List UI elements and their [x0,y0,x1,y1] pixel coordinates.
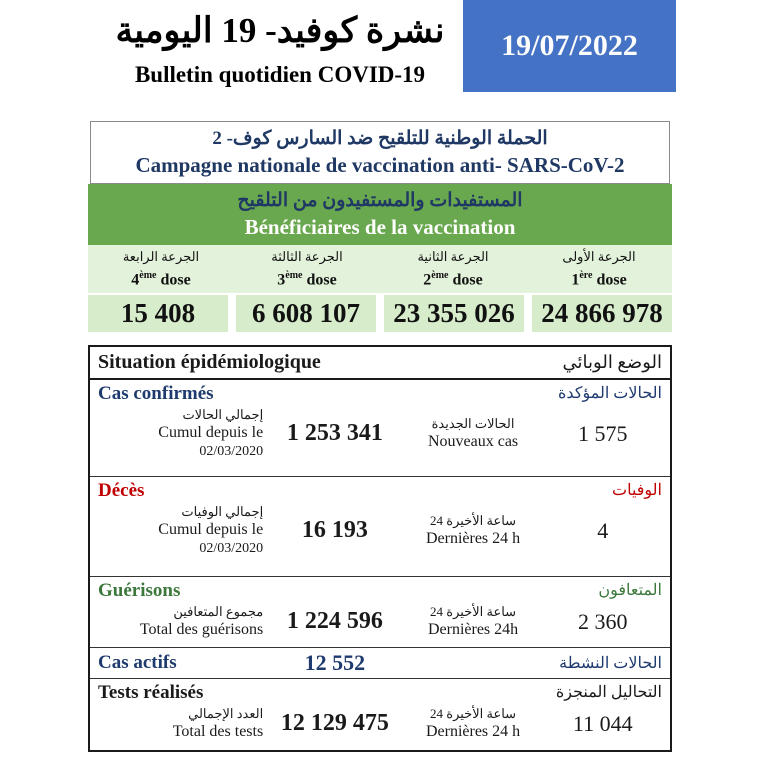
vaccination-campaign-header [90,121,670,184]
date-value: 19/07/2022 [501,29,638,62]
deaths-title-arabic: الوفيات [612,482,662,499]
title-arabic: نشرة كوفيد- 19 اليومية [115,11,445,50]
confirmed-new-value: 1 575 [578,420,628,446]
dose-4-value: 15 408 [88,295,228,332]
confirmed-total-label: إجمالي الحالات Cumul depuis le 02/03/2020 [158,407,264,459]
recoveries-title-arabic: المتعافون [598,582,662,599]
dose-labels-row [88,245,672,293]
recoveries-total-label: مجموع المتعافين Total des guérisons [139,604,264,638]
beneficiaries-french: Bénéficiaires de la vaccination [244,215,516,239]
dose-2-label: الجرعة الثانية 2ème dose [417,249,489,289]
dose-4-label: الجرعة الرابعة 4ème dose [122,249,200,289]
vaccination-table [88,121,672,332]
beneficiaries-band [88,184,672,245]
tests-title-french: Tests réalisés [98,682,204,703]
deaths-new-label: 24 ساعة الأخيرة Dernières 24 h [425,513,521,547]
confirmed-total-value: 1 253 341 [286,420,383,446]
recoveries-new-label: 24 ساعة الأخيرة Dernières 24h [427,604,519,638]
dose-values-row [88,295,672,332]
recoveries-total-value: 1 224 596 [286,608,383,634]
section-active-cases [90,648,670,679]
tests-total-label: العدد الإجمالي Total des tests [172,706,264,740]
section-recoveries [90,577,670,648]
confirmed-title-arabic: الحالات المؤكدة [558,385,662,402]
confirmed-new-label: الحالات الجديدة Nouveaux cas [427,416,519,450]
section-confirmed-cases [90,380,670,477]
section-deaths [90,477,670,577]
section-tests [90,679,670,750]
tests-total-value: 12 129 475 [280,710,389,736]
deaths-total-label: إجمالي الوفيات Cumul depuis le 02/03/2020 [158,504,264,556]
epi-header-french: Situation épidémiologique [98,351,321,373]
confirmed-title-french: Cas confirmés [98,383,214,404]
title-french: Bulletin quotidien COVID-19 [134,62,426,87]
active-title-french: Cas actifs [98,652,177,673]
active-title-arabic: الحالات النشطة [559,655,662,672]
campaign-title-arabic: الحملة الوطنية للتلقيح ضد السارس كوف- 2 [212,128,548,149]
dose-3-value: 6 608 107 [236,295,376,332]
dose-1-label: الجرعة الأولى 1ère dose [562,249,636,289]
recoveries-new-value: 2 360 [578,608,628,634]
dose-1-value: 24 866 978 [532,295,672,332]
dose-2-value: 23 355 026 [384,295,524,332]
deaths-new-value: 4 [597,517,609,543]
epidemiology-table [88,345,672,752]
epi-header-arabic: الوضع الوبائي [562,352,662,372]
active-value: 12 552 [304,650,366,675]
tests-new-value: 11 044 [572,710,633,736]
deaths-title-french: Décès [98,480,145,501]
page-title [96,2,464,90]
date-badge [463,0,676,92]
deaths-total-value: 16 193 [301,517,368,543]
campaign-title-french: Campagne nationale de vaccination anti- SARS-CoV-2 [135,153,625,177]
tests-new-label: 24 ساعة الأخيرة Dernières 24 h [425,706,521,740]
dose-3-label: الجرعة الثالثة 3ème dose [271,249,343,289]
beneficiaries-arabic: المستفيدات والمستفيدون من التلقيح [237,190,523,211]
recoveries-title-french: Guérisons [98,580,181,601]
epidemiology-header [90,347,670,380]
tests-title-arabic: التحاليل المنجزة [555,684,662,701]
